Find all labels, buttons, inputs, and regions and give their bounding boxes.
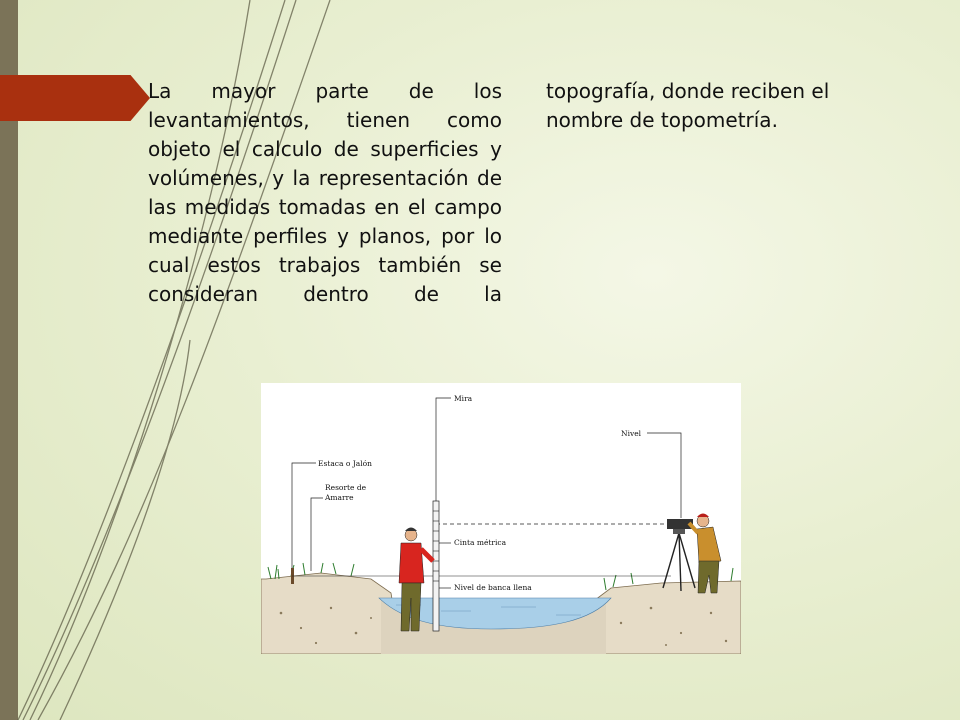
label-nivel: Nivel [621,429,642,438]
label-resorte-1: Resorte de [325,483,367,492]
level-person [689,514,721,594]
label-estaca: Estaca o Jalón [318,459,372,468]
paragraph-right: topografía, donde reciben el nombre de topometría. [546,79,830,132]
label-resorte-2: Amarre [325,493,354,502]
label-mira: Mira [454,394,473,403]
paragraph-left: La mayor parte de los levantamientos, tienen como objeto el calculo de superficies y volúmenes, y la representación de las medidas tomadas en el campo mediante perfiles y planos, por lo cual estos trabajos también se consideran dentro de la [148,79,502,306]
leveling-rod [433,501,439,631]
label-nivel-banca: Nivel de banca llena [454,583,532,592]
label-cinta: Cinta métrica [454,538,507,547]
surveying-diagram [261,383,741,654]
accent-arrow [0,75,150,121]
